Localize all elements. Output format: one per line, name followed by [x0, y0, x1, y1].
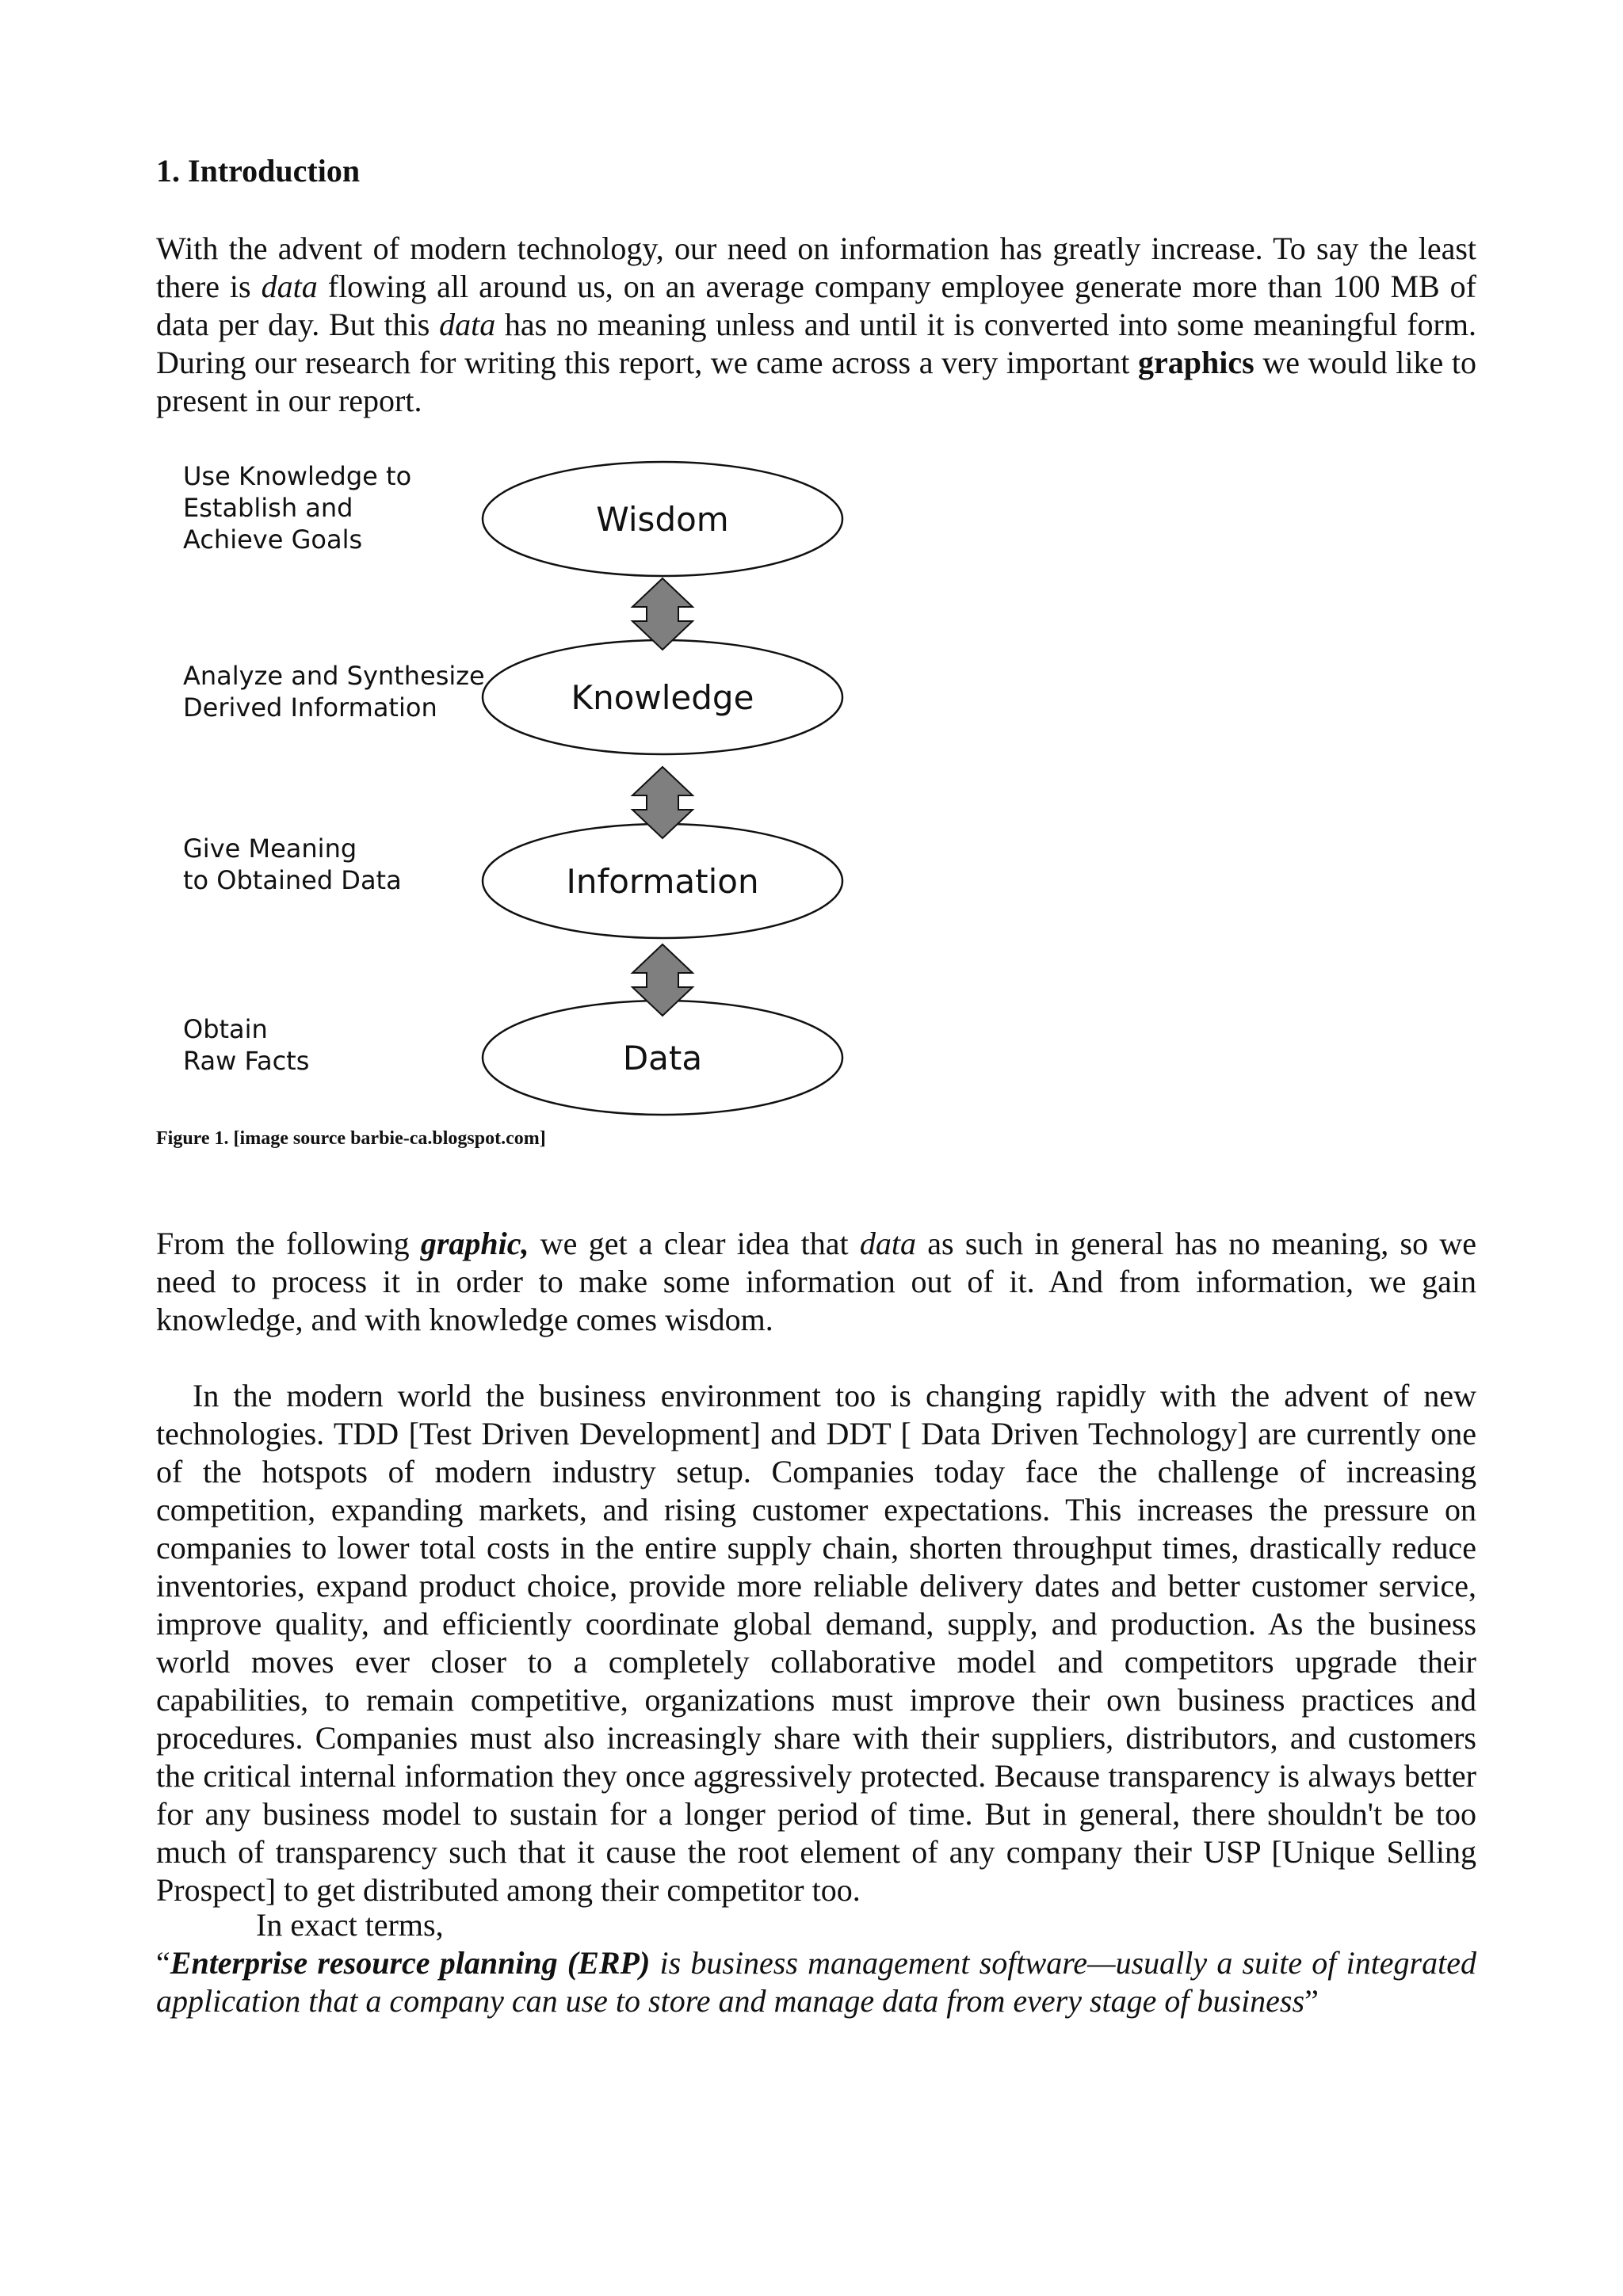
bold-italic-graphic: graphic,: [420, 1226, 529, 1261]
text-run: With the advent of modern technology, our need on information has greatly increase. To say the least there is: [156, 231, 1476, 304]
label-wisdom-line2: Establish and: [183, 493, 353, 523]
label-knowledge-line2: Derived Information: [183, 692, 437, 723]
section-heading: 1. Introduction: [156, 153, 361, 189]
paragraph-graphic: [156, 1225, 1476, 1339]
text-run: From the following: [156, 1226, 421, 1261]
label-knowledge-line1: Analyze and Synthesize: [183, 661, 485, 691]
text-run: as such in general has no meaning, so we need to process it in order to make some information out of it. And from information, we gain knowledge, and with knowledge comes wisdom.: [156, 1226, 1477, 1337]
open-quote: “: [156, 1945, 170, 1981]
figure-caption: Figure 1. [image source barbie-ca.blogspot.com]: [156, 1128, 546, 1149]
erp-definition-quote: [156, 1944, 1476, 2020]
text-run: flowing all around us, on an average company employee generate more than 100 MB of data per day. But this: [156, 269, 1477, 342]
node-wisdom-text: Wisdom: [596, 500, 729, 539]
emphasis-data: data: [859, 1226, 917, 1261]
close-quote: ”: [1304, 1983, 1319, 2019]
emphasis-data: data: [439, 307, 496, 342]
label-wisdom-line3: Achieve Goals: [183, 524, 363, 555]
label-data-line2: Raw Facts: [183, 1046, 310, 1076]
paragraph-exact-terms: In exact terms,: [256, 1907, 444, 1943]
node-knowledge-text: Knowledge: [571, 678, 754, 717]
paragraph-business: In the modern world the business environment too is changing rapidly with the advent of new technologies. TDD [Test Driven Development] and DDT [ Data Driven Technology] are currently one of the hotspots of modern industry setup. Companies today face the challenge of increasing competition, expanding markets, and rising customer expectations. This increases the pressure on companies to lower total costs in the entire supply chain, shorten throughput times, drastically reduce inventories, expand product choice, provide more reliable delivery dates and better customer service, improve quality, and efficiently coordinate global demand, supply, and production. As the business world moves ever closer to a completely collaborative model and competitors upgrade their capabilities, to remain competitive, organizations must improve their own business practices and procedures. Companies must also increasingly share with their suppliers, distributors, and customers the critical internal information they once aggressively protected. Because transparency is always better for any business model to sustain for a longer period of time. But in general, there shouldn't be too much of transparency such that it cause the root element of any company their USP [Unique Selling Prospect] to get distributed among their competitor too.: [156, 1378, 1476, 1908]
text-run: has no meaning unless and until it is converted into some meaningful form. During our research for writing this report, we came across a very important: [156, 307, 1476, 380]
emphasis-data: data: [261, 269, 318, 304]
dikw-diagram: [156, 452, 869, 1125]
text-run: is business management software—usually a suite of integrated application that a company can use to store and manage data from every stage of business: [156, 1945, 1476, 2019]
text-run: we get a clear idea that: [529, 1226, 860, 1261]
node-information-text: Information: [566, 862, 759, 901]
double-arrow-icon: [632, 578, 693, 650]
intro-paragraph: [156, 230, 1476, 420]
bold-graphics: graphics: [1138, 345, 1254, 380]
label-information-line2: to Obtained Data: [183, 865, 402, 895]
node-data-text: Data: [622, 1039, 703, 1077]
label-data-line1: Obtain: [183, 1014, 268, 1044]
text-run: we would like to present in our report.: [156, 345, 1476, 418]
bold-erp-term: Enterprise resource planning (ERP): [170, 1945, 651, 1981]
label-information-line1: Give Meaning: [183, 833, 357, 864]
label-wisdom-line1: Use Knowledge to: [183, 461, 412, 491]
